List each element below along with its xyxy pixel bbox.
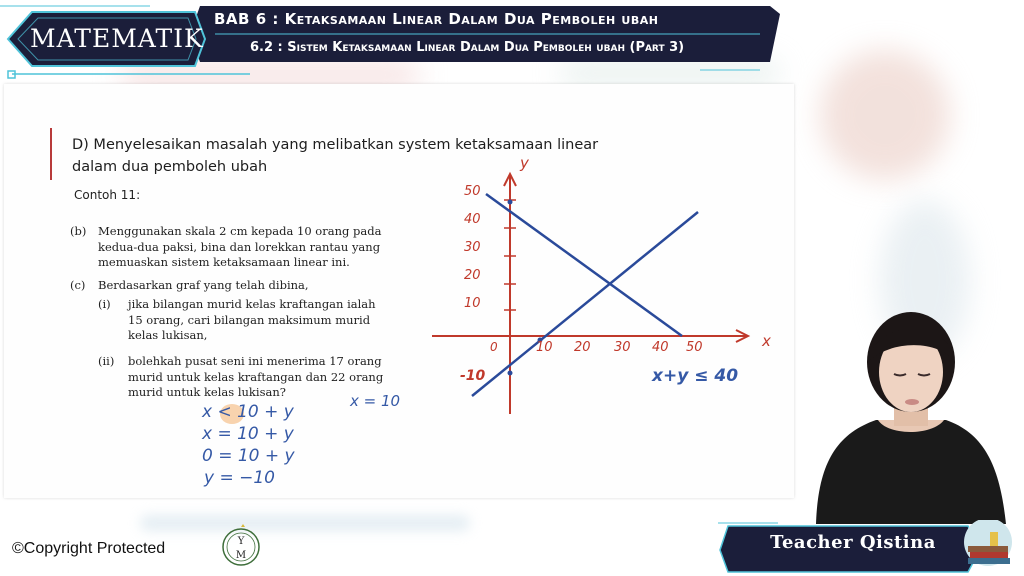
working-step: y = −10 [204, 468, 275, 488]
graph-y-tick: 30 [464, 240, 481, 255]
question-ci-label: (i) [98, 297, 111, 311]
question-line: kedua-dua paksi, bina dan lorekkan rantau yang [98, 239, 381, 254]
question-line: bolehkah pusat seni ini menerima 17 orang [128, 354, 382, 368]
question-line: jika bilangan murid kelas kraftangan ialah [128, 297, 376, 311]
teacher-video [796, 84, 1024, 524]
graph-neg10-label: -10 [460, 368, 486, 384]
graph-y-tick: 10 [464, 296, 481, 311]
question-b-label: (b) [70, 224, 87, 238]
question-cii-text [128, 354, 383, 401]
question-c-text: Berdasarkan graf yang telah dibina, [98, 278, 309, 292]
logo-letter-y: Y [237, 536, 245, 547]
question-line: memuaskan sistem ketaksamaan linear ini. [98, 255, 350, 269]
title-accent-bar [50, 128, 52, 180]
copyright-notice: ©Copyright Protected [12, 540, 166, 557]
slide-title-line: D) Menyelesaikan masalah yang melibatkan system ketaksamaan linear [72, 137, 599, 153]
question-line: 15 orang, cari bilangan maksimum murid [128, 312, 371, 327]
lesson-slide [4, 84, 794, 498]
graph-y-tick: 20 [464, 268, 481, 283]
books-icon [964, 520, 1012, 566]
question-line: murid untuk kelas kraftangan dan 22 orang [128, 369, 384, 384]
watercolor-stroke [140, 515, 470, 531]
teacher-figure [796, 84, 1024, 524]
slide-title-line: dalam dua pemboleh ubah [72, 159, 268, 175]
subject-label: MATEMATIK [30, 24, 204, 53]
intercept-point [508, 371, 513, 376]
question-line: murid untuk kelas lukisan? [128, 385, 286, 399]
graph-x-tick: 30 [614, 340, 631, 355]
working-step: x = 10 + y [202, 424, 294, 444]
example-label: Contoh 11: [74, 188, 141, 202]
graph-x-tick: 10 [536, 340, 553, 355]
intercept-point [508, 200, 513, 205]
subtopic-title: 6.2 : Sistem Ketaksamaan Linear Dalam Dua Pemboleh ubah (Part 3) [250, 40, 685, 55]
working-step: x < 10 + y [202, 402, 294, 422]
graph-y-tick: 50 [464, 184, 481, 199]
chapter-title: BAB 6 : Ketaksamaan Linear Dalam Dua Pemboleh ubah [214, 10, 659, 28]
inequality-label: x+y ≤ 40 [652, 366, 739, 386]
graph-x-label: x [762, 332, 771, 350]
graph-y-tick: 40 [464, 212, 481, 227]
graph-origin: 0 [490, 340, 498, 354]
question-c-label: (c) [70, 278, 86, 292]
working-note: x = 10 [350, 392, 401, 410]
line-x-plus-y-40 [486, 194, 682, 336]
logo-letter-m: M [235, 550, 247, 561]
teacher-name: Teacher Qistina [770, 532, 936, 553]
graph-x-tick: 20 [574, 340, 591, 355]
question-b-text [98, 224, 381, 271]
question-line: kelas lukisan, [128, 328, 208, 342]
graph-x-tick: 50 [686, 340, 703, 355]
question-cii-label: (ii) [98, 354, 115, 368]
working-step: 0 = 10 + y [202, 446, 295, 466]
header-banner [0, 0, 1024, 80]
question-ci-text [128, 297, 376, 344]
question-line: Menggunakan skala 2 cm kepada 10 orang pada [98, 224, 382, 238]
graph-x-tick: 40 [652, 340, 669, 355]
brand-logo [218, 524, 268, 570]
graph-y-label: y [520, 154, 529, 172]
